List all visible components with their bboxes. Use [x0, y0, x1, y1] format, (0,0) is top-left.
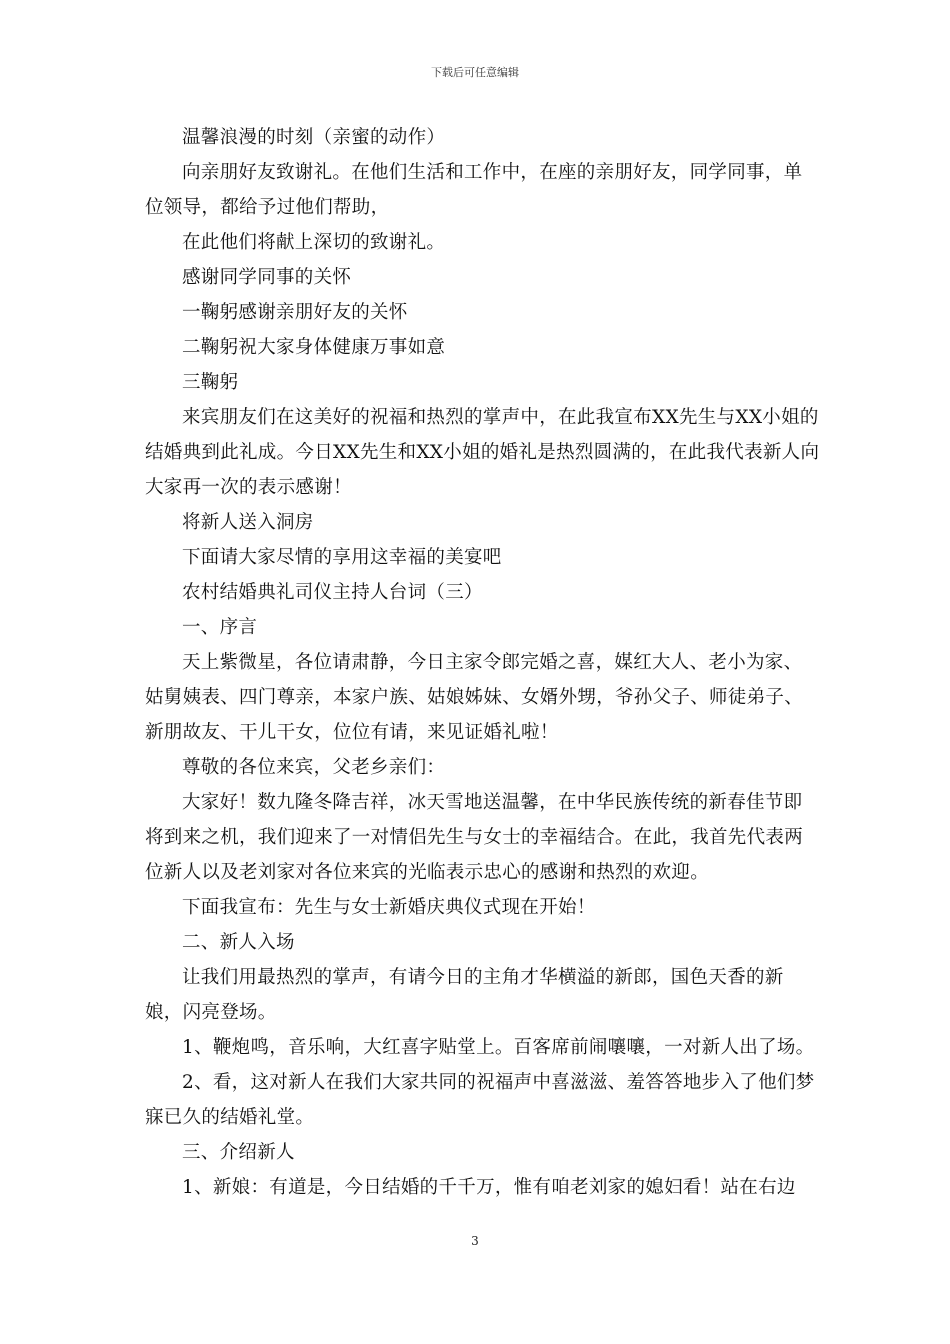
paragraph: 下面我宣布：先生与女士新婚庆典仪式现在开始！: [182, 897, 596, 918]
paragraph: 在此他们将献上深切的致谢礼。: [182, 232, 446, 253]
section-heading: 一、序言: [182, 617, 258, 638]
paragraph: 温馨浪漫的时刻（亲蜜的动作）: [182, 127, 446, 148]
section-heading: 二、新人入场: [182, 932, 295, 953]
page-number: 3: [471, 1234, 479, 1248]
paragraph: 来宾朋友们在这美好的祝福和热烈的掌声中，在此我宣布XX先生与XX小姐的结婚典到此礼成。今日XX先生和XX小姐的婚礼是热烈圆满的，在此我代表新人向大家再一次的表示感谢！: [145, 407, 820, 498]
paragraph: 天上紫微星，各位请肃静，今日主家令郎完婚之喜，媒红大人、老小为家、姑舅姨表、四门尊亲，本家户族、姑娘姊妹、女婿外甥，爷孙父子、师徒弟子、新朋故友、干儿干女，位位有请，来见证婚礼啦！: [145, 652, 804, 743]
paragraph: 感谢同学同事的关怀: [182, 267, 352, 288]
paragraph: 大家好！数九隆冬降吉祥，冰天雪地送温馨，在中华民族传统的新春佳节即将到来之机，我们迎来了一对情侣先生与女士的幸福结合。在此，我首先代表两位新人以及老刘家对各位来宾的光临表示忠心的感谢和热烈的欢迎。: [145, 792, 804, 883]
paragraph: 尊敬的各位来宾，父老乡亲们：: [182, 757, 446, 778]
paragraph: 三鞠躬: [182, 372, 239, 393]
paragraph: 让我们用最热烈的掌声，有请今日的主角才华横溢的新郎，国色天香的新娘，闪亮登场。: [145, 967, 784, 1023]
paragraph: 下面请大家尽情的享用这幸福的美宴吧: [182, 547, 502, 568]
paragraph: 1、鞭炮鸣，音乐响，大红喜字贴堂上。百客席前闹嚷嚷，一对新人出了场。: [182, 1037, 815, 1058]
paragraph: 二鞠躬祝大家身体健康万事如意: [182, 337, 446, 358]
paragraph: 一鞠躬感谢亲朋好友的关怀: [182, 302, 408, 323]
paragraph: 2、看，这对新人在我们大家共同的祝福声中喜滋滋、羞答答地步入了他们梦寐已久的结婚礼堂。: [145, 1072, 815, 1128]
paragraph: 将新人送入洞房: [182, 512, 314, 533]
section-title: 农村结婚典礼司仪主持人台词（三）: [182, 582, 483, 603]
paragraph: 向亲朋好友致谢礼。在他们生活和工作中，在座的亲朋好友，同学同事，单位领导，都给予过他们帮助，: [145, 162, 803, 218]
paragraph: 1、新娘：有道是，今日结婚的千千万，惟有咱老刘家的媳妇看！站在右边: [182, 1177, 796, 1198]
page-header: 下载后可任意编辑: [431, 66, 519, 79]
section-heading: 三、介绍新人: [182, 1142, 295, 1163]
document-body: [145, 120, 820, 1205]
